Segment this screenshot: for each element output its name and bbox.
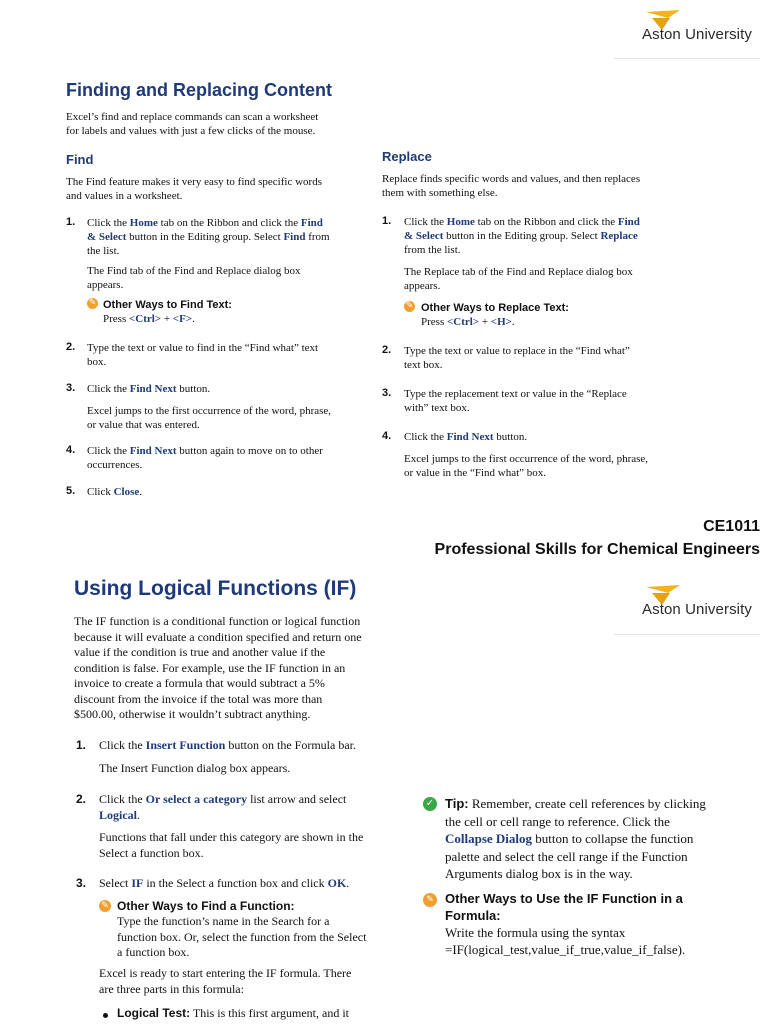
replace-other-ways-title: Other Ways to Replace Text:: [421, 302, 569, 314]
find-step-3-note: Excel jumps to the first occurrence of the word, phrase, or value that was entered.: [87, 405, 332, 431]
replace-step-4-text: Click the Find Next button.: [404, 431, 528, 443]
find-step-5-text: Click Close.: [87, 486, 143, 498]
find-function-title: Other Ways to Find a Function:: [117, 899, 295, 913]
logo-text: Aston University: [642, 26, 752, 43]
section1-title: Finding and Replacing Content: [66, 80, 332, 100]
find-step-4-num: 4.: [66, 444, 76, 456]
replace-step-1-note: The Replace tab of the Find and Replace dialog box appears.: [404, 266, 633, 292]
find-step-3-text: Click the Find Next button.: [87, 383, 211, 395]
find-step-4-text: Click the Find Next button again to move on to other occurrences.: [87, 445, 323, 471]
if-other-ways: Other Ways to Use the IF Function in a Formula: Write the formula using the syntax =IF(logical_test,value_if_true,value_if_false).: [445, 891, 686, 957]
if-step-3-num: 3.: [76, 876, 87, 890]
replace-step-4-note: Excel jumps to the first occurrence of the word, phrase, or value in the “Find what” box.: [404, 453, 649, 479]
replace-step-3-num: 3.: [382, 387, 392, 399]
replace-step-1-text: Click the Home tab on the Ribbon and click the Find & Select button in the Editing group. Select Replace from the list.: [404, 216, 640, 256]
logo-bottom: [640, 585, 760, 621]
replace-step-2-num: 2.: [382, 344, 392, 356]
if-step-1-num: 1.: [76, 738, 87, 752]
tip-box: Tip: Remember, create cell references by clicking the cell or cell range to reference. Click the Collapse Dialog button to collapse the function palette and select the cell range if the Function Arguments dialog box is in the way.: [445, 796, 706, 881]
tip-check-icon: ✓: [423, 797, 437, 811]
if-step-3-text: Select IF in the Select a function box and click OK.: [99, 876, 350, 890]
other-ways-icon: ✎: [99, 900, 111, 912]
replace-desc: Replace finds specific words and values, and then replaces them with something else.: [382, 173, 641, 199]
find-step-1-note: The Find tab of the Find and Replace dialog box appears.: [87, 265, 301, 291]
replace-step-1-num: 1.: [382, 215, 392, 227]
find-step-2-num: 2.: [66, 341, 76, 353]
section2-intro: The IF function is a conditional function or logical function because it will evaluate a condition specified and return one value if the condition is true and another value if the condition is false. For example, use the IF function in an invoice to create a formula that would subtract a 5% discount from the invoice if the total was more than $500.00, otherwise it wouldn’t subtract anything.: [74, 614, 362, 721]
replace-step-4-num: 4.: [382, 430, 392, 442]
if-step-2-note: Functions that fall under this category are shown in the Select a function box.: [99, 830, 364, 860]
find-step-3-num: 3.: [66, 382, 76, 394]
course-code: CE1011: [703, 518, 760, 535]
find-step-5-num: 5.: [66, 485, 76, 497]
logo-text: Aston University: [642, 601, 752, 618]
section2-title: Using Logical Functions (IF): [74, 577, 357, 600]
find-other-ways-title: Other Ways to Find Text:: [103, 299, 232, 311]
find-desc: The Find feature makes it very easy to find specific words and values in a worksheet.: [66, 176, 322, 202]
find-other-ways-body: Press <Ctrl> + <F>.: [103, 313, 195, 325]
replace-other-ways-body: Press <Ctrl> + <H>.: [421, 316, 515, 328]
course-title: Professional Skills for Chemical Engineers: [434, 541, 760, 558]
replace-step-2-text: Type the text or value to replace in the “Find what” text box.: [404, 345, 630, 371]
header-divider: [614, 634, 760, 635]
section1-intro: Excel’s find and replace commands can scan a worksheet for labels and values with just a few clicks of the mouse.: [66, 111, 319, 137]
find-step-1-text: Click the Home tab on the Ribbon and click the Find & Select button in the Editing group. Select Find from the list.: [87, 217, 330, 257]
find-heading: Find: [66, 152, 94, 167]
if-step-1-text: Click the Insert Function button on the Formula bar.: [99, 738, 356, 752]
if-step-2-num: 2.: [76, 792, 87, 806]
find-function-body: Type the function’s name in the Search for a function box. Or, select the function from the Select a function box.: [117, 914, 367, 959]
logo-top: [640, 10, 760, 46]
find-step-1-num: 1.: [66, 216, 76, 228]
logical-test-bullet: Logical Test: This is this first argument, and it: [117, 1006, 350, 1020]
if-step-2-text: Click the Or select a category list arrow and select Logical.: [99, 792, 347, 822]
if-step-1-note: The Insert Function dialog box appears.: [99, 761, 291, 775]
find-step-2-text: Type the text or value to find in the “Find what” text box.: [87, 342, 319, 368]
replace-heading: Replace: [382, 149, 432, 164]
other-ways-icon: ✎: [405, 301, 414, 311]
other-ways-icon: ✎: [423, 893, 437, 907]
other-ways-icon: ✎: [88, 298, 97, 308]
if-after-text: Excel is ready to start entering the IF formula. There are three parts in this formula:: [99, 966, 352, 996]
replace-step-3-text: Type the replacement text or value in the “Replace with” text box.: [404, 388, 627, 414]
header-divider: [614, 58, 760, 59]
bullet-dot: [103, 1013, 108, 1018]
